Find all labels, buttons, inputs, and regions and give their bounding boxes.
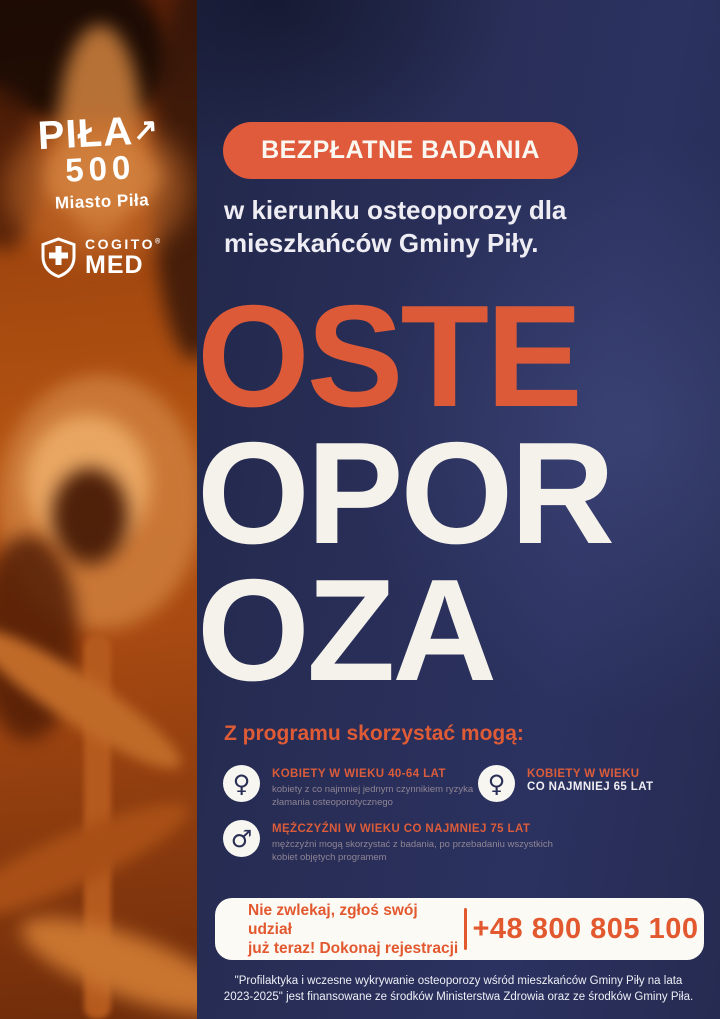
title-line-3: OZA	[197, 549, 495, 711]
pila-500-logo	[26, 110, 175, 215]
funding-note	[197, 974, 720, 1005]
female-icon: ♀	[232, 769, 251, 798]
phone-number: +48 800 805 100	[472, 912, 699, 945]
title-line-1: OSTE	[197, 275, 580, 437]
pila-logo-number: 500	[64, 148, 137, 189]
subtitle-line-2: mieszkańców Gminy Piły.	[224, 228, 539, 258]
item-title: KOBIETY W WIEKU	[527, 768, 640, 780]
eligibility-item-women-65	[478, 765, 653, 802]
item-title: MĘŻCZYŹNI W WIEKU CO NAJMNIEJ 75 LAT	[272, 823, 531, 835]
cta-text-line-1: Nie zwlekaj, zgłoś swój udział	[248, 901, 418, 938]
registration-cta-card	[215, 898, 704, 960]
female-icon: ♀	[487, 769, 506, 798]
icon-circle	[223, 820, 260, 857]
title-line-2: OPOR	[197, 412, 612, 574]
poster-title	[197, 275, 612, 711]
cogito-med-logo	[40, 237, 163, 278]
arrow-icon: ↗	[131, 112, 160, 148]
cogito-logo-top: COGITO®	[85, 236, 163, 252]
registered-mark: ®	[154, 238, 163, 246]
male-icon: ♂	[230, 824, 253, 853]
pila-logo-name: PIŁA↗	[36, 109, 160, 159]
funding-note-line-1: "Profilaktyka i wczesne wykrywanie osteoporozy wśród mieszkańców Gminy Piły na lata	[234, 975, 683, 987]
item-subtext: mężczyźni mogą skorzystać z badania, po przebadaniu wszystkich kobiet objętych programem	[272, 839, 553, 863]
subtitle-line-1: w kierunku osteoporozy dla	[224, 195, 567, 225]
eligibility-heading: Z programu skorzystać mogą:	[224, 722, 524, 745]
cta-text-line-2: już teraz! Dokonaj rejestracji	[248, 939, 459, 957]
cta-text	[248, 901, 464, 958]
pila-logo-caption: Miasto Piła	[54, 190, 150, 213]
icon-circle	[223, 765, 260, 802]
item-subtext: kobiety z co najmniej jednym czynnikiem ryzyka złamania osteoporotycznego	[272, 784, 474, 808]
item-title: KOBIETY W WIEKU 40-64 LAT	[272, 768, 446, 780]
eligibility-item-men-75	[223, 820, 562, 864]
cogito-logo-bottom: MED	[85, 251, 144, 279]
icon-circle	[478, 765, 515, 802]
free-screening-badge: BEZPŁATNE BADANIA	[223, 122, 578, 179]
shield-cross-icon	[40, 237, 77, 278]
poster-subtitle	[224, 194, 566, 260]
item-title-line-2: CO NAJMNIEJ 65 LAT	[527, 781, 654, 793]
funding-note-line-2: 2023-2025" jest finansowane ze środków Ministerstwa Zdrowia oraz ze środków Gminy Piła.	[223, 990, 694, 1003]
eligibility-item-women-40-64	[223, 765, 487, 809]
